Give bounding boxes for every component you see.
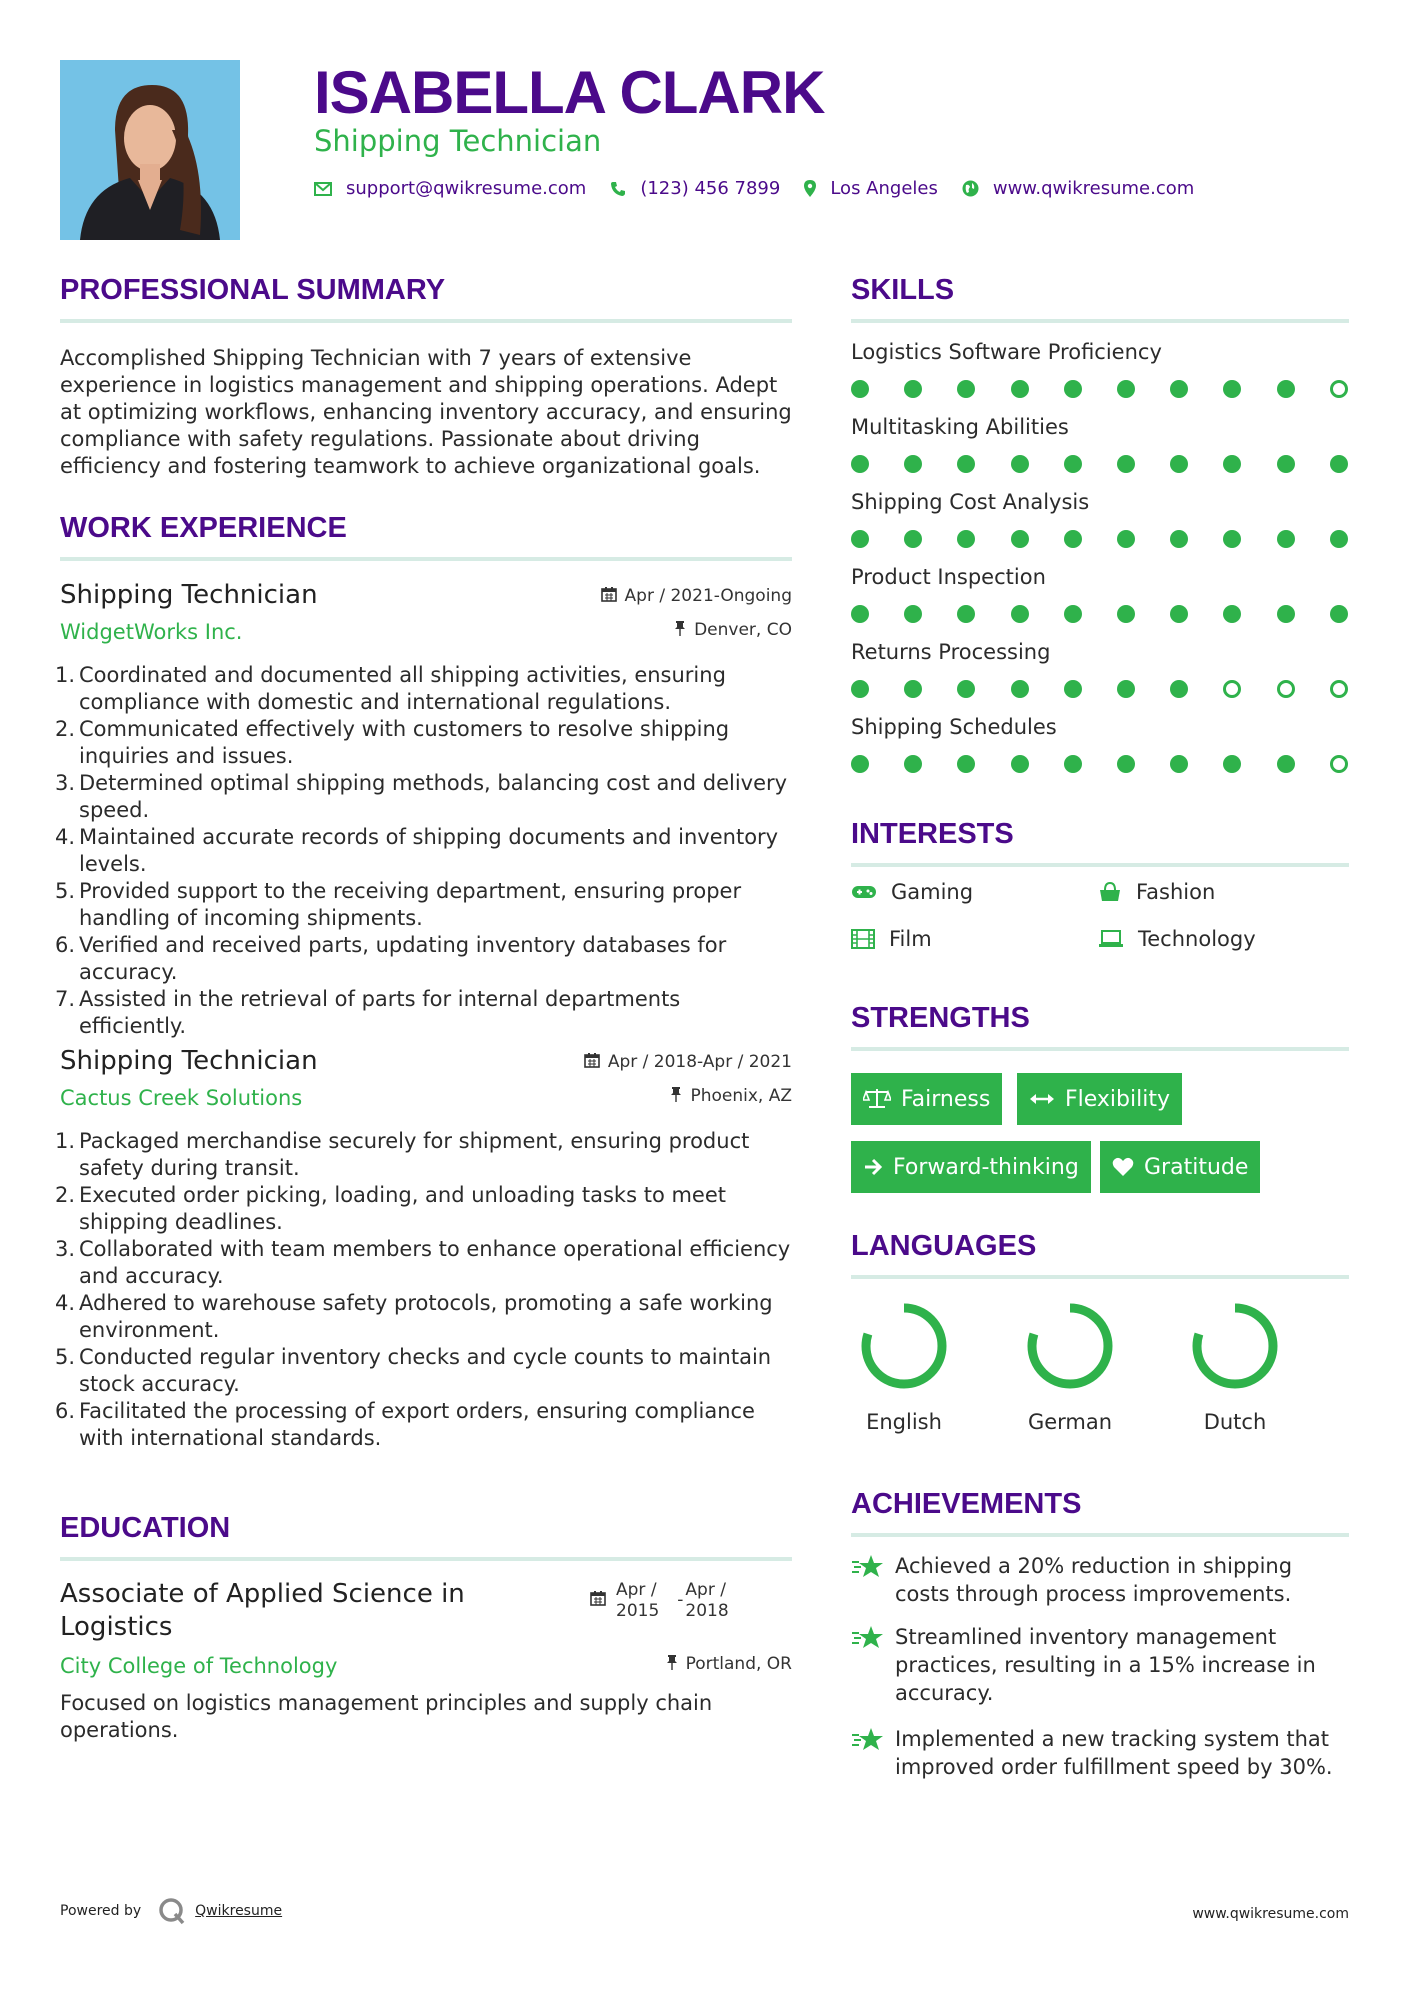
summary-heading: PROFESSIONAL SUMMARY [60,274,792,323]
job-location [674,620,792,640]
rating-dot-filled [1064,680,1082,698]
list-item: 6. Facilitated the processing of export orders, ensuring compliance with international standards. [55,1399,755,1450]
job-location-text: Phoenix, AZ [690,1086,792,1106]
rating-dot-filled [1170,755,1188,773]
rating-dot-filled [1223,755,1241,773]
rating-dot-filled [1170,605,1188,623]
rating-dot-filled [1170,680,1188,698]
job-date [601,586,792,606]
rating-dot-filled [1117,680,1135,698]
company-name: Cactus Creek Solutions [60,1086,303,1110]
rating-dot-filled [1011,680,1029,698]
star-icon [851,1625,885,1655]
strength-tag [851,1141,1091,1193]
education-description: Focused on logistics management principles and supply chain operations. [60,1691,713,1742]
brand-link[interactable]: Qwikresume [195,1903,283,1919]
list-item: 5. Provided support to the receiving department, ensuring proper handling of incoming shipments. [55,879,742,930]
rating-dot-filled [1064,530,1082,548]
skill-name: Shipping Cost Analysis [851,490,1090,514]
interest-item [851,880,973,904]
rating-dot-filled [1117,605,1135,623]
profile-photo [60,60,240,240]
skills-heading: SKILLS [851,274,1349,323]
job-duties-list [55,662,792,1040]
language-level-arc [1197,1308,1273,1384]
candidate-name: ISABELLA CLARK [314,59,825,126]
skill-item [851,565,1349,589]
rating-dot-filled [851,530,869,548]
rating-dot-filled [851,455,869,473]
list-item: 2. Communicated effectively with customers to resolve shipping inquiries and issues. [55,717,730,768]
start-month: Apr / [616,1580,657,1600]
rating-dot-filled [904,680,922,698]
rating-dot-filled [1330,455,1348,473]
interest-label: Fashion [1136,880,1216,904]
rating-dot-filled [1330,530,1348,548]
list-item: 3. Determined optimal shipping methods, balancing cost and delivery speed. [55,771,788,822]
arrows-horizontal-icon [1029,1091,1055,1107]
education-location [666,1654,792,1674]
rating-dot-filled [1064,380,1082,398]
envelope-icon [314,182,332,196]
language-level-arc [1032,1308,1108,1384]
interest-item [1098,927,1256,951]
calendar-icon [584,1052,600,1072]
strength-label: Forward-thinking [893,1154,1079,1180]
strength-tag [1017,1073,1182,1125]
list-item: 1. Packaged merchandise securely for shipment, ensuring product safety during transit. [55,1129,750,1180]
rating-dot-empty [1223,680,1241,698]
rating-dot-filled [1011,605,1029,623]
skill-rating [851,529,1349,549]
rating-dot-filled [1064,605,1082,623]
experience-section [60,512,792,561]
scale-icon [863,1088,891,1110]
rating-dot-filled [851,755,869,773]
language-name: English [866,1410,942,1434]
rating-dot-filled [1064,755,1082,773]
email-link[interactable]: support@qwikresume.com [346,178,587,199]
skill-name: Shipping Schedules [851,715,1057,739]
skill-rating [851,679,1349,699]
website-link[interactable]: www.qwikresume.com [992,178,1195,199]
candidate-title: Shipping Technician [314,124,602,158]
language-item [1175,1300,1295,1434]
gamepad-icon [851,884,877,900]
strength-tag [1100,1141,1260,1193]
job-location-text: Denver, CO [694,620,792,640]
rating-dot-filled [957,755,975,773]
rating-dot-filled [904,755,922,773]
heart-icon [1112,1157,1134,1177]
rating-dot-filled [957,380,975,398]
rating-dot-filled [1277,755,1295,773]
film-icon [851,929,875,949]
end-month: Apr / [685,1580,726,1600]
education-entry [60,1578,792,1744]
rating-dot-filled [957,530,975,548]
achievements-heading: ACHIEVEMENTS [851,1488,1349,1537]
powered-by-text: Powered by [60,1903,142,1919]
skill-item [851,715,1349,739]
strength-label: Fairness [901,1086,991,1112]
rating-dot-filled [904,455,922,473]
degree-line-2: Logistics [60,1612,173,1642]
skill-name: Multitasking Abilities [851,415,1069,439]
rating-dot-filled [1223,455,1241,473]
qwikresume-logo-icon [157,1896,187,1926]
achievement-text: Achieved a 20% reduction in shipping costs through process improvements. [895,1554,1293,1606]
rating-dot-filled [1223,530,1241,548]
company-name: WidgetWorks Inc. [60,620,243,644]
rating-dot-empty [1330,380,1348,398]
language-name: Dutch [1203,1410,1267,1434]
job-title: Shipping Technician [60,580,318,610]
languages-heading: LANGUAGES [851,1230,1349,1279]
skill-name: Logistics Software Proficiency [851,340,1162,364]
footer-powered-by [60,1896,282,1926]
skill-rating [851,604,1349,624]
rating-dot-filled [957,455,975,473]
rating-dot-filled [957,605,975,623]
calendar-icon [601,586,617,606]
rating-dot-filled [1330,605,1348,623]
rating-dot-filled [1277,380,1295,398]
rating-dot-filled [1011,455,1029,473]
skill-rating [851,754,1349,774]
job-date-text: Apr / 2018-Apr / 2021 [607,1052,792,1072]
languages-section [851,1230,1349,1279]
map-marker-icon [804,180,816,197]
pushpin-icon [674,620,686,640]
list-item: 3. Collaborated with team members to enhance operational efficiency and accuracy. [55,1237,791,1288]
rating-dot-filled [1277,455,1295,473]
start-year: 2015 [616,1601,660,1621]
pushpin-icon [666,1654,678,1674]
degree-line-1: Associate of Applied Science in [60,1579,465,1609]
globe-icon [962,180,979,197]
end-year: 2018 [685,1601,729,1621]
rating-dot-empty [1330,680,1348,698]
achievement-text: Implemented a new tracking system that improved order fulfillment speed by 30%. [895,1727,1333,1779]
rating-dot-filled [904,605,922,623]
rating-dot-filled [1223,605,1241,623]
calendar-icon [590,1590,606,1611]
phone-icon [610,181,626,197]
rating-dot-filled [904,530,922,548]
language-gauge [1024,1300,1116,1392]
skill-name: Product Inspection [851,565,1046,589]
arrow-right-icon [863,1158,883,1176]
pushpin-icon [670,1086,682,1106]
rating-dot-filled [851,605,869,623]
rating-dot-filled [1223,380,1241,398]
rating-dot-filled [904,380,922,398]
achievement-item [851,1552,1349,1608]
interest-item [1098,880,1215,904]
language-level-arc [866,1308,942,1384]
interests-heading: INTERESTS [851,818,1349,867]
strengths-section [851,1002,1349,1051]
rating-dot-filled [957,680,975,698]
star-icon [851,1727,885,1757]
rating-dot-filled [1117,455,1135,473]
language-gauge [858,1300,950,1392]
strength-label: Flexibility [1065,1086,1170,1112]
list-item: 4. Maintained accurate records of shipping documents and inventory levels. [55,825,779,876]
job-location [670,1086,792,1106]
strengths-heading: STRENGTHS [851,1002,1349,1051]
skill-name: Returns Processing [851,640,1051,664]
summary-text: Accomplished Shipping Technician with 7 years of extensive experience in logistics management and shipping operations. Adept at optimizing workflows, enhancing inventory accuracy, and ensuring compliance with safety regulations. Passionate about driving efficiency and fostering teamwork to achieve organizational goals. [60,346,792,478]
achievements-section [851,1488,1349,1537]
interest-label: Film [889,927,932,951]
rating-dot-filled [1011,530,1029,548]
interest-item [851,927,932,951]
job-duties-list [55,1128,792,1452]
language-gauge [1189,1300,1281,1392]
rating-dot-filled [1117,755,1135,773]
rating-dot-filled [851,680,869,698]
skill-item [851,490,1349,514]
skill-item [851,340,1349,364]
interest-label: Technology [1138,927,1256,951]
list-item: 2. Executed order picking, loading, and unloading tasks to meet shipping deadlines. [55,1183,727,1234]
school-name: City College of Technology [60,1654,338,1678]
skill-rating [851,454,1349,474]
shopping-bag-icon [1098,882,1122,902]
rating-dot-empty [1330,755,1348,773]
job-entry [55,580,792,1040]
strength-label: Gratitude [1144,1154,1249,1180]
rating-dot-empty [1277,680,1295,698]
laptop-icon [1098,930,1124,948]
list-item: 6. Verified and received parts, updating inventory databases for accuracy. [55,933,727,984]
list-item: 1. Coordinated and documented all shipping activities, ensuring compliance with domestic and international regulations. [55,663,726,714]
strength-tag [851,1073,1002,1125]
job-entry [55,1046,792,1452]
job-date [584,1052,792,1072]
language-item [1010,1300,1130,1434]
rating-dot-filled [1011,755,1029,773]
phone-number[interactable]: (123) 456 7899 [640,178,781,199]
skills-section [851,274,1349,323]
star-icon [851,1554,885,1584]
education-section [60,1512,792,1561]
footer-website[interactable]: www.qwikresume.com [1192,1906,1349,1922]
location-text: Los Angeles [830,178,938,199]
rating-dot-filled [1117,380,1135,398]
rating-dot-filled [1117,530,1135,548]
education-location-text: Portland, OR [685,1654,792,1674]
job-title: Shipping Technician [60,1046,318,1076]
list-item: 7. Assisted in the retrieval of parts for internal departments efficiently. [55,987,681,1038]
list-item: 5. Conducted regular inventory checks and cycle counts to maintain stock accuracy. [55,1345,772,1396]
rating-dot-filled [1170,455,1188,473]
achievement-text: Streamlined inventory management practices, resulting in a 15% increase in accuracy. [895,1625,1316,1705]
language-name: German [1027,1410,1113,1434]
list-item: 4. Adhered to warehouse safety protocols, promoting a safe working environment. [55,1291,773,1342]
education-heading: EDUCATION [60,1512,792,1561]
rating-dot-filled [1277,530,1295,548]
language-item [844,1300,964,1434]
rating-dot-filled [1011,380,1029,398]
interests-section [851,818,1349,867]
achievement-item [851,1623,1349,1707]
skill-item [851,640,1349,664]
education-dates [590,1580,729,1622]
rating-dot-filled [1064,455,1082,473]
rating-dot-filled [1170,380,1188,398]
job-date-text: Apr / 2021-Ongoing [624,586,792,606]
skill-rating [851,379,1349,399]
rating-dot-filled [851,380,869,398]
contact-bar [314,178,1218,199]
experience-heading: WORK EXPERIENCE [60,512,792,561]
skill-item [851,415,1349,439]
achievement-item [851,1725,1349,1781]
rating-dot-filled [1277,605,1295,623]
date-dash: - [677,1590,684,1610]
summary-section [60,274,792,480]
interest-label: Gaming [891,880,974,904]
rating-dot-filled [1170,530,1188,548]
